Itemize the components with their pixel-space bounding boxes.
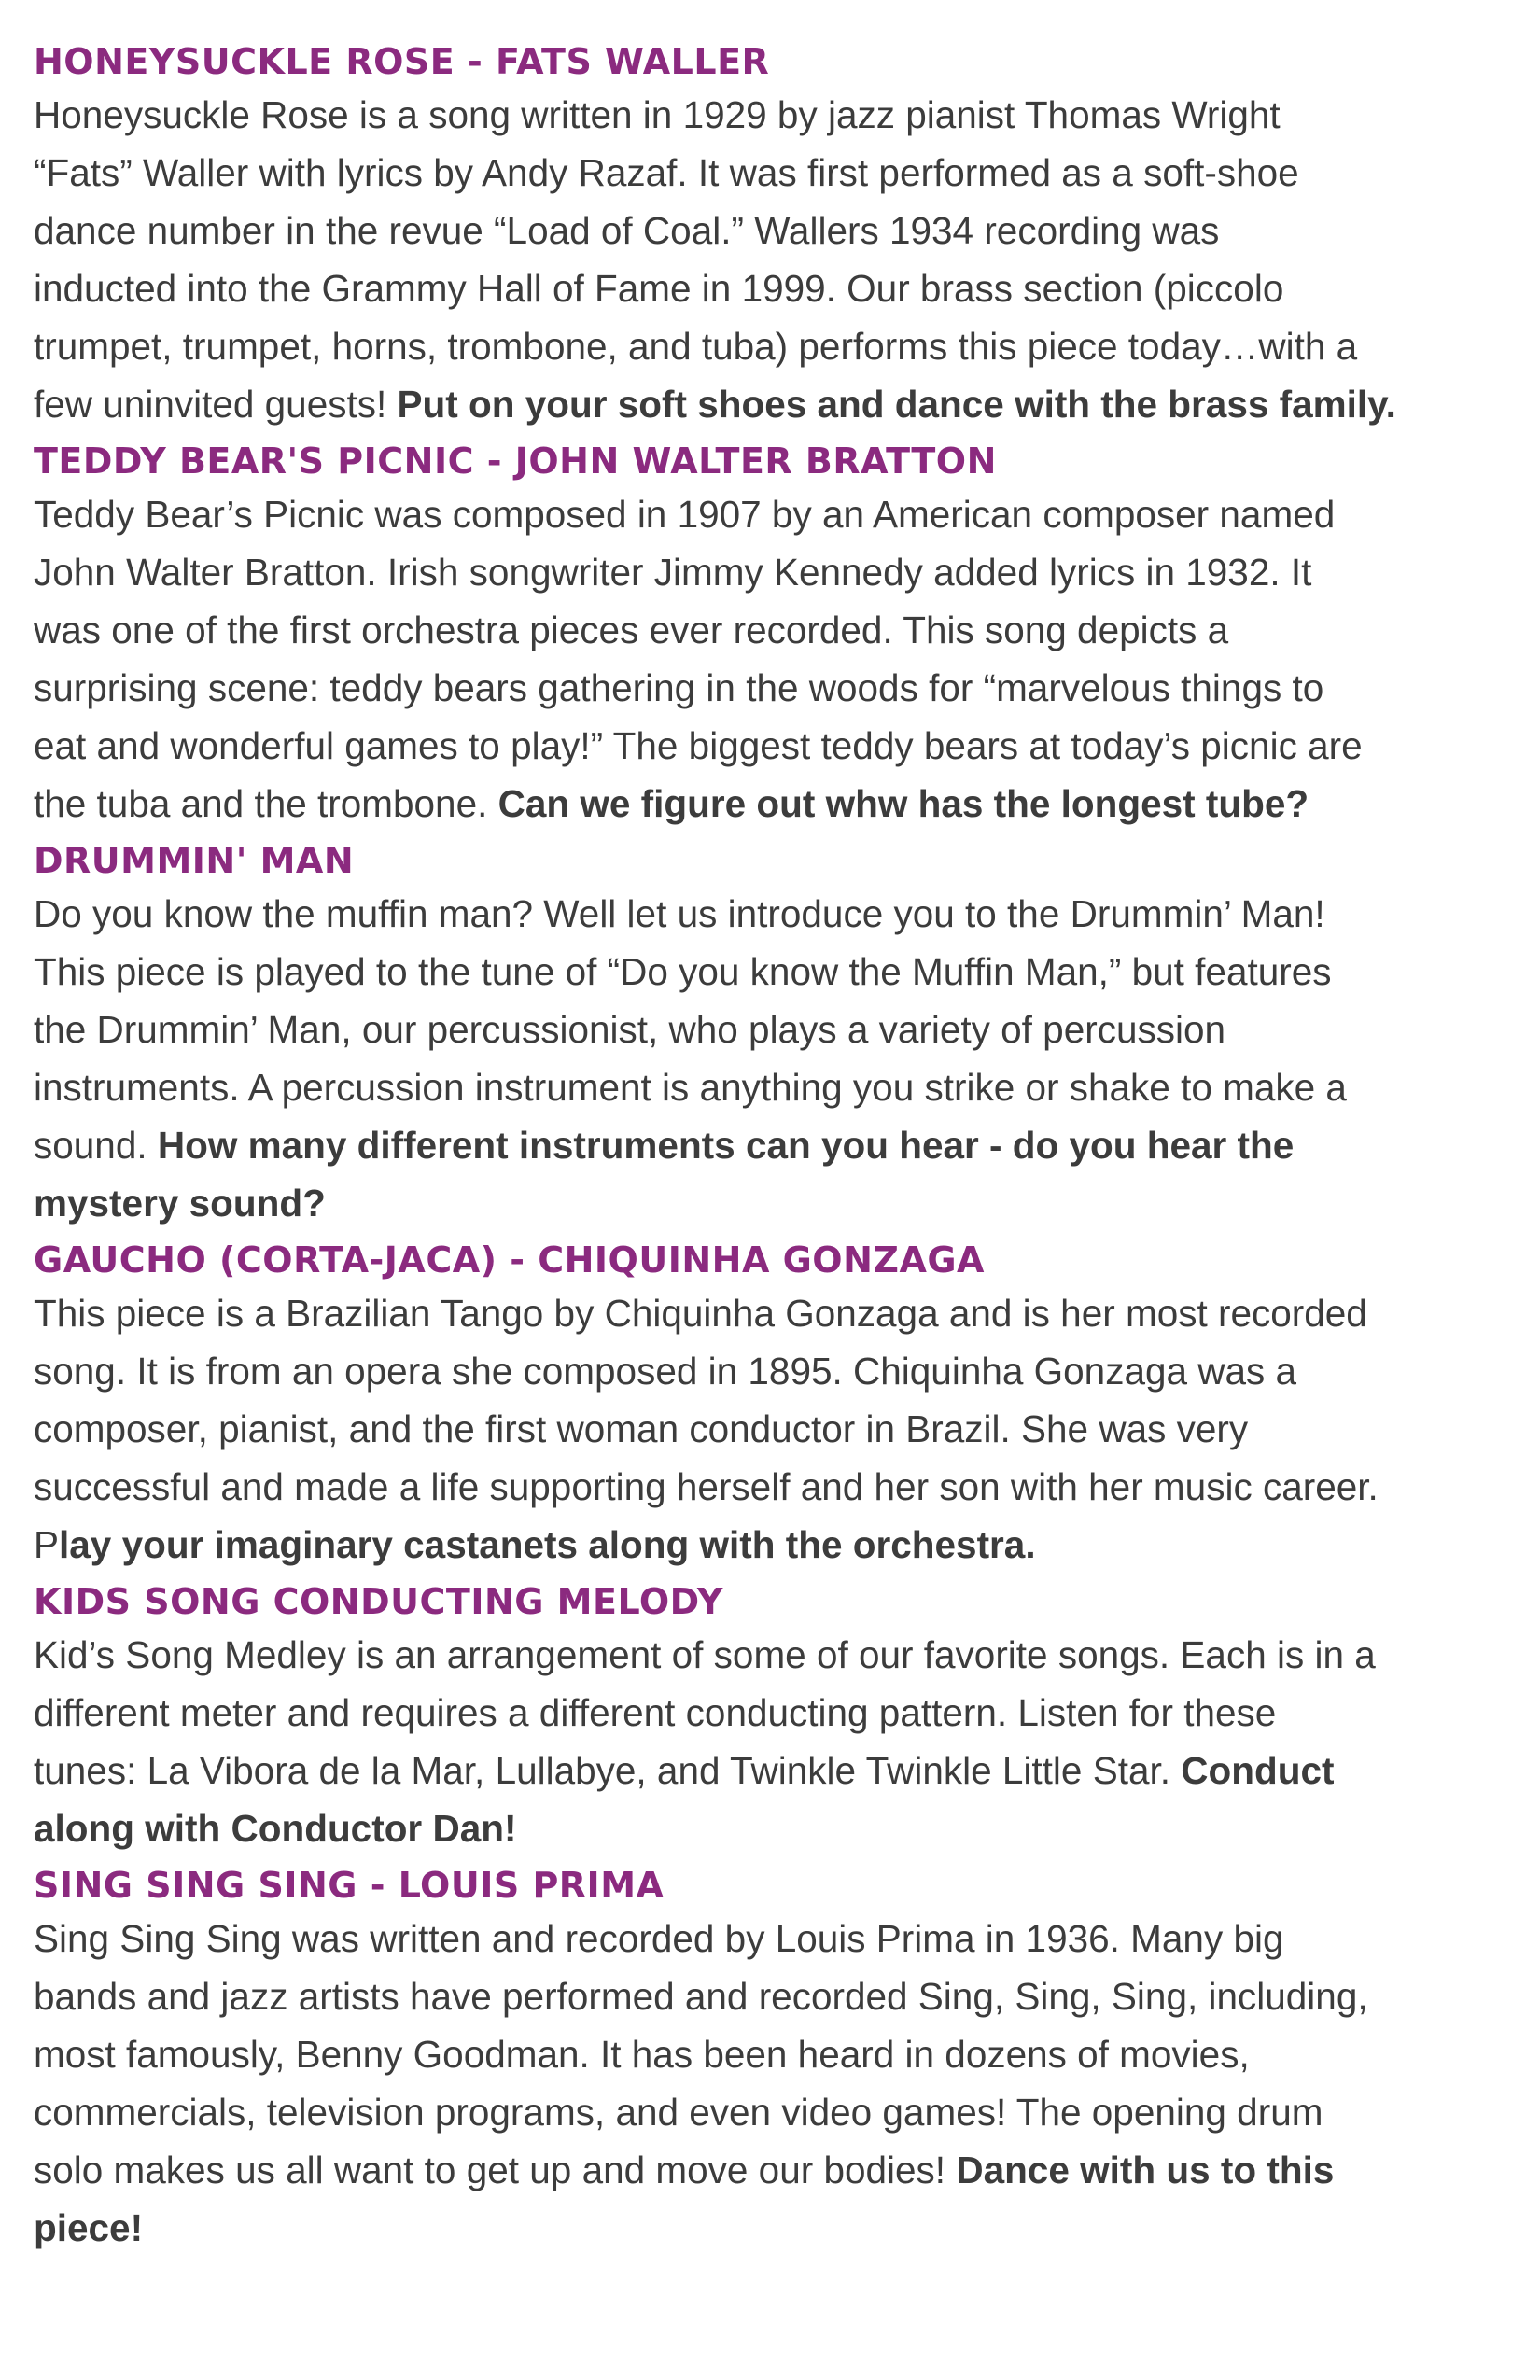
paragraph-line [34, 1799, 1518, 1857]
body-text: most famously, Benny Goodman. It has been heard in dozens of movies, [34, 2033, 1250, 2076]
section-paragraph [34, 1910, 1518, 2257]
body-text: the Drummin’ Man, our percussionist, who plays a variety of percussion [34, 1008, 1226, 1051]
body-text: few uninvited guests! [34, 383, 398, 426]
body-text: surprising scene: teddy bears gathering in the woods for “marvelous things to [34, 666, 1324, 709]
body-text: Sing Sing Sing was written and recorded by Louis Prima in 1936. Many big [34, 1917, 1284, 1960]
paragraph-line [34, 943, 1518, 1001]
paragraph-line [34, 1284, 1518, 1342]
section-paragraph [34, 1626, 1518, 1857]
body-text: eat and wonderful games to play!” The biggest teddy bears at today’s picnic are [34, 724, 1363, 767]
section-sing-sing-sing-louis-prima [34, 1861, 1518, 2257]
paragraph-line [34, 2141, 1518, 2199]
bold-prompt-text: mystery sound? [34, 1182, 326, 1225]
section-paragraph [34, 885, 1518, 1232]
paragraph-line [34, 1516, 1518, 1574]
paragraph-line [34, 543, 1518, 601]
body-text: bands and jazz artists have performed and recorded Sing, Sing, Sing, including, [34, 1975, 1368, 2018]
body-text: trumpet, trumpet, horns, trombone, and tuba) performs this piece today…with a [34, 325, 1358, 368]
paragraph-line [34, 1684, 1518, 1742]
bold-prompt-text: How many different instruments can you hear - do you hear the [157, 1124, 1295, 1167]
section-drummin-man [34, 836, 1518, 1236]
section-heading: DRUMMIN' MAN [34, 840, 355, 881]
paragraph-line [34, 317, 1518, 375]
section-heading: SING SING SING - LOUIS PRIMA [34, 1865, 665, 1906]
paragraph-line [34, 202, 1518, 259]
body-text: John Walter Bratton. Irish songwriter Jimmy Kennedy added lyrics in 1932. It [34, 551, 1312, 594]
section-heading: HONEYSUCKLE ROSE - FATS WALLER [34, 41, 770, 82]
body-text: inducted into the Grammy Hall of Fame in 1999. Our brass section (piccolo [34, 267, 1284, 310]
body-text: song. It is from an opera she composed in 1895. Chiquinha Gonzaga was a [34, 1350, 1297, 1393]
paragraph-line [34, 601, 1518, 659]
paragraph-line [34, 86, 1518, 144]
body-text: instruments. A percussion instrument is anything you strike or shake to make a [34, 1066, 1347, 1109]
body-text: Honeysuckle Rose is a song written in 1929 by jazz pianist Thomas Wright [34, 93, 1281, 136]
paragraph-line [34, 375, 1518, 433]
section-paragraph [34, 485, 1518, 833]
section-kids-song-conducting-melody [34, 1577, 1518, 1861]
bold-prompt-text: Put on your soft shoes and dance with the brass family. [397, 383, 1396, 426]
paragraph-line [34, 2199, 1518, 2257]
paragraph-line [34, 1626, 1518, 1684]
body-text: was one of the first orchestra pieces ever recorded. This song depicts a [34, 609, 1229, 651]
body-text: solo makes us all want to get up and move our bodies! [34, 2149, 957, 2191]
paragraph-line [34, 1458, 1518, 1516]
bold-prompt-text: Dance with us to this [956, 2149, 1335, 2191]
bold-prompt-text: Can we figure out whw has the longest tube? [497, 782, 1309, 825]
body-text: commercials, television programs, and even video games! The opening drum [34, 2091, 1323, 2134]
body-text: composer, pianist, and the first woman conductor in Brazil. She was very [34, 1407, 1249, 1450]
paragraph-line [34, 659, 1518, 717]
body-text: P [34, 1523, 60, 1566]
section-gaucho-corta-jaca-chiquinha-gonzaga [34, 1236, 1518, 1577]
paragraph-line [34, 1400, 1518, 1458]
bold-prompt-text: piece! [34, 2206, 144, 2249]
paragraph-line [34, 144, 1518, 202]
section-paragraph [34, 1284, 1518, 1574]
body-text: tunes: La Vibora de la Mar, Lullabye, and Twinkle Twinkle Little Star. [34, 1749, 1182, 1792]
section-heading: GAUCHO (CORTA-JACA) - CHIQUINHA GONZAGA [34, 1239, 985, 1281]
paragraph-line [34, 259, 1518, 317]
section-paragraph [34, 86, 1518, 433]
paragraph-line [34, 885, 1518, 943]
paragraph-line [34, 2025, 1518, 2083]
body-text: Do you know the muffin man? Well let us introduce you to the Drummin’ Man! [34, 892, 1325, 935]
paragraph-line [34, 1058, 1518, 1116]
paragraph-line [34, 1001, 1518, 1058]
bold-prompt-text: lay your imaginary castanets along with the orchestra. [59, 1523, 1036, 1566]
body-text: dance number in the revue “Load of Coal.” Wallers 1934 recording was [34, 209, 1220, 252]
body-text: Kid’s Song Medley is an arrangement of some of our favorite songs. Each is in a [34, 1633, 1376, 1676]
paragraph-line [34, 485, 1518, 543]
paragraph-line [34, 1174, 1518, 1232]
body-text: This piece is played to the tune of “Do you know the Muffin Man,” but features [34, 950, 1332, 993]
paragraph-line [34, 717, 1518, 775]
body-text: This piece is a Brazilian Tango by Chiquinha Gonzaga and is her most recorded [34, 1292, 1367, 1335]
paragraph-line [34, 1116, 1518, 1174]
body-text: “Fats” Waller with lyrics by Andy Razaf. It was first performed as a soft-shoe [34, 151, 1299, 194]
paragraph-line [34, 775, 1518, 833]
paragraph-line [34, 1742, 1518, 1799]
bold-prompt-text: Conduct [1181, 1749, 1335, 1792]
body-text: the tuba and the trombone. [34, 782, 498, 825]
paragraph-line [34, 1342, 1518, 1400]
section-teddy-bear-s-picnic-john-walter-bratton [34, 437, 1518, 836]
body-text: Teddy Bear’s Picnic was composed in 1907 by an American composer named [34, 493, 1336, 536]
bold-prompt-text: along with Conductor Dan! [34, 1807, 517, 1850]
paragraph-line [34, 1967, 1518, 2025]
paragraph-line [34, 2083, 1518, 2141]
section-heading: KIDS SONG CONDUCTING MELODY [34, 1581, 723, 1622]
body-text: different meter and requires a different conducting pattern. Listen for these [34, 1691, 1277, 1734]
section-heading: TEDDY BEAR'S PICNIC - JOHN WALTER BRATTON [34, 441, 997, 482]
program-notes-page [34, 37, 1518, 2257]
section-honeysuckle-rose-fats-waller [34, 37, 1518, 437]
paragraph-line [34, 1910, 1518, 1967]
body-text: sound. [34, 1124, 158, 1167]
body-text: successful and made a life supporting herself and her son with her music career. [34, 1465, 1379, 1508]
